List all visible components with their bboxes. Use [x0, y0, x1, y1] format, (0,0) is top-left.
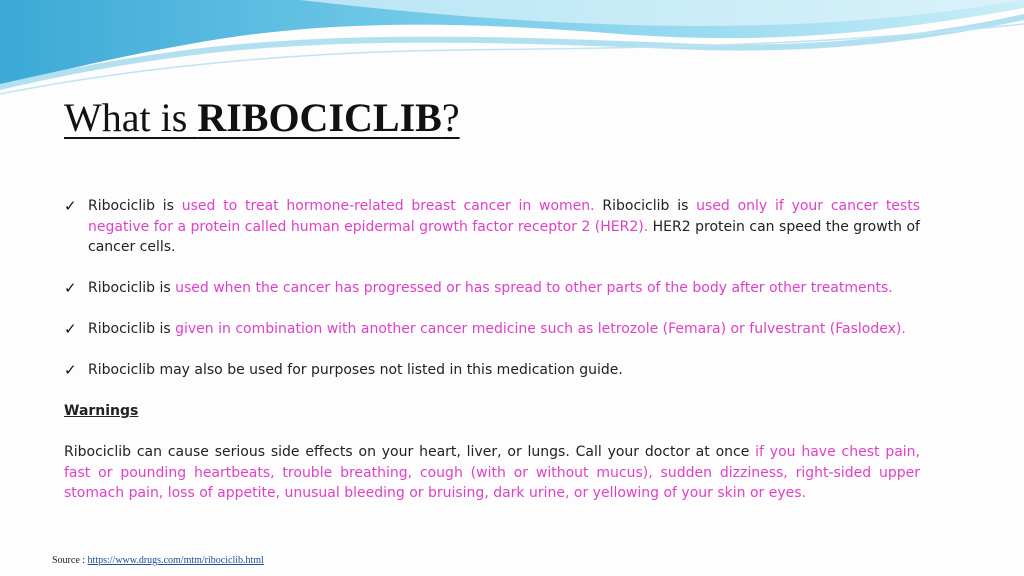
bullet-item [64, 196, 920, 258]
bullet-highlight: used only if your cancer tests negative for a protein called human epidermal growth factor receptor 2 (HER2). [88, 198, 920, 235]
content-body [64, 196, 920, 504]
bullet-highlight: used when the cancer has progressed or has spread to other parts of the body after other treatments. [175, 280, 893, 296]
page-title [64, 94, 460, 142]
header-wave-decoration [0, 0, 1024, 100]
checkmark-icon: ✓ [64, 197, 77, 215]
bullet-highlight: given in combination with another cancer medicine such as letrozole (Femara) or fulvestrant (Faslodex). [175, 321, 906, 337]
warnings-heading: Warnings [64, 403, 139, 419]
title-suffix: ? [441, 95, 460, 140]
bullet-item [64, 278, 920, 299]
warnings-paragraph [64, 442, 920, 504]
bullet-item [64, 360, 920, 381]
title-drug-name: RIBOCICLIB [197, 95, 442, 140]
bullet-highlight: used to treat hormone-related breast cancer in women. [181, 198, 595, 214]
bullet-text: Ribociclib is [88, 321, 176, 337]
bullet-text: Ribociclib is [594, 198, 697, 214]
checkmark-icon: ✓ [64, 320, 77, 338]
source-link[interactable]: https://www.drugs.com/mtm/ribociclib.html [87, 555, 264, 566]
title-prefix: What is [64, 95, 198, 140]
warnings-text: Ribociclib can cause serious side effects on your heart, liver, or lungs. Call your doctor at once [64, 444, 756, 460]
bullet-text: Ribociclib is [88, 198, 182, 214]
source-label: Source : [52, 555, 88, 566]
checkmark-icon: ✓ [64, 279, 77, 297]
bullet-text: Ribociclib may also be used for purposes not listed in this medication guide. [88, 362, 623, 378]
bullet-text: HER2 protein can speed the growth of cancer cells. [88, 218, 920, 255]
bullet-item [64, 319, 920, 340]
source-citation [52, 555, 264, 566]
bullet-text: Ribociclib is [88, 280, 176, 296]
warnings-highlight: if you have chest pain, fast or pounding heartbeats, trouble breathing, cough (with or without mucus), sudden dizziness, right-sided upper stomach pain, loss of appetite, unusual bleeding or bruising, dark urine, or yellowing of your skin or eyes. [64, 444, 921, 501]
checkmark-icon: ✓ [64, 361, 77, 379]
